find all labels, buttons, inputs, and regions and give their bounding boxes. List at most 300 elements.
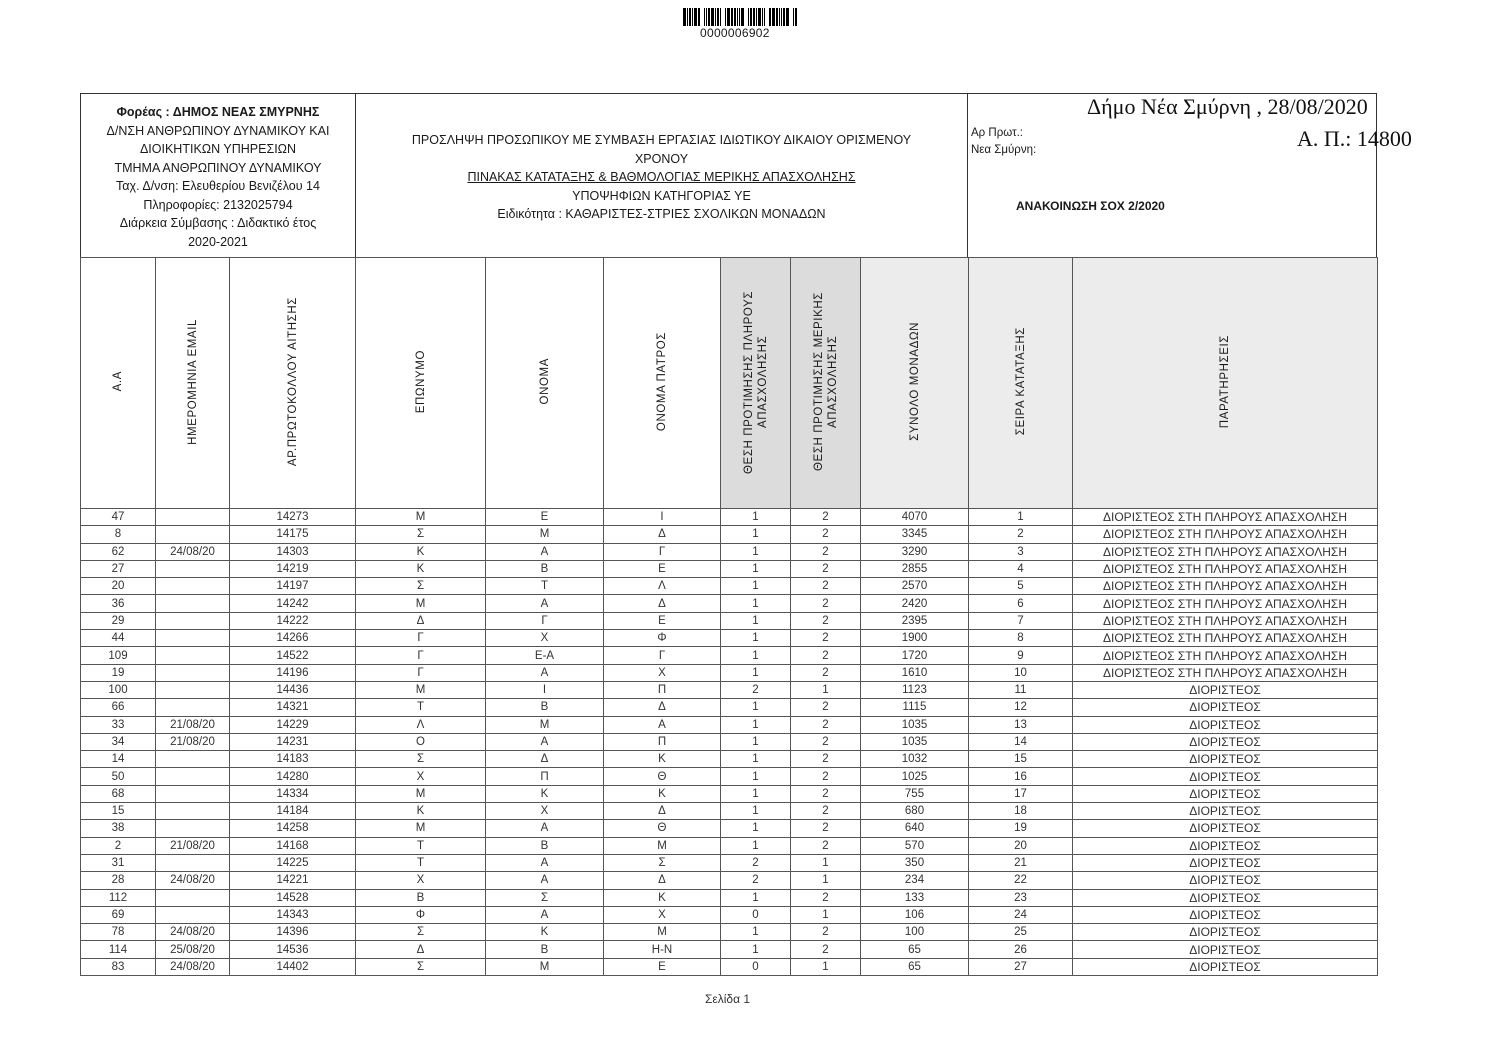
father-name-cell: Μ bbox=[604, 924, 721, 941]
aa-cell: 66 bbox=[81, 699, 156, 716]
father-name-cell: Χ bbox=[604, 906, 721, 923]
remarks-cell: ΔΙΟΡΙΣΤΕΟΣ ΣΤΗ ΠΛΗΡΟΥΣ ΑΠΑΣΧΟΛΗΣΗ bbox=[1073, 560, 1378, 577]
total-points-cell: 1115 bbox=[861, 699, 969, 716]
father-name-cell: Ι bbox=[604, 509, 721, 526]
full-time-preference-cell: 1 bbox=[721, 578, 791, 595]
name-cell: Κ bbox=[486, 924, 604, 941]
total-points-cell: 350 bbox=[861, 854, 969, 871]
part-time-preference-cell: 1 bbox=[791, 854, 861, 871]
full-time-preference-cell: 1 bbox=[721, 509, 791, 526]
aa-cell: 2 bbox=[81, 837, 156, 854]
protocol-number-cell: 14536 bbox=[230, 941, 356, 958]
table-body bbox=[81, 509, 1378, 976]
aa-cell: 15 bbox=[81, 803, 156, 820]
issuer-block bbox=[81, 94, 356, 257]
remarks-cell: ΔΙΟΡΙΣΤΕΟΣ ΣΤΗ ΠΛΗΡΟΥΣ ΑΠΑΣΧΟΛΗΣΗ bbox=[1073, 612, 1378, 629]
table-row bbox=[81, 526, 1378, 543]
column-header-label: ΘΕΣΗ ΠΡΟΤΙΜΗΣΗΣ ΠΛΗΡΟΥΣ ΑΠΑΣΧΟΛΗΣΗΣ bbox=[742, 289, 769, 474]
table-row bbox=[81, 560, 1378, 577]
full-time-preference-cell: 1 bbox=[721, 647, 791, 664]
part-time-preference-cell: 2 bbox=[791, 716, 861, 733]
full-time-preference-cell: 1 bbox=[721, 751, 791, 768]
father-name-cell: Δ bbox=[604, 699, 721, 716]
part-time-preference-cell: 2 bbox=[791, 526, 861, 543]
total-points-cell: 1123 bbox=[861, 681, 969, 698]
part-time-preference-cell: 2 bbox=[791, 543, 861, 560]
surname-cell: Τ bbox=[356, 699, 486, 716]
full-time-preference-cell: 1 bbox=[721, 768, 791, 785]
surname-cell: Λ bbox=[356, 716, 486, 733]
father-name-cell: Θ bbox=[604, 820, 721, 837]
protocol-number-cell: 14221 bbox=[230, 872, 356, 889]
part-time-preference-cell: 1 bbox=[791, 681, 861, 698]
remarks-cell: ΔΙΟΡΙΣΤΕΟΣ bbox=[1073, 768, 1378, 785]
aa-cell: 19 bbox=[81, 664, 156, 681]
full-time-preference-cell: 1 bbox=[721, 924, 791, 941]
remarks-cell: ΔΙΟΡΙΣΤΕΟΣ bbox=[1073, 820, 1378, 837]
father-name-cell: Μ bbox=[604, 837, 721, 854]
full-time-preference-cell: 1 bbox=[721, 630, 791, 647]
father-name-cell: Κ bbox=[604, 785, 721, 802]
name-cell: Τ bbox=[486, 578, 604, 595]
protocol-number-cell: 14258 bbox=[230, 820, 356, 837]
rank-cell: 25 bbox=[969, 924, 1073, 941]
surname-cell: Τ bbox=[356, 837, 486, 854]
remarks-cell: ΔΙΟΡΙΣΤΕΟΣ ΣΤΗ ΠΛΗΡΟΥΣ ΑΠΑΣΧΟΛΗΣΗ bbox=[1073, 664, 1378, 681]
name-cell: Μ bbox=[486, 716, 604, 733]
full-time-preference-cell: 1 bbox=[721, 785, 791, 802]
full-time-preference-cell: 1 bbox=[721, 699, 791, 716]
table-row bbox=[81, 699, 1378, 716]
aa-cell: 44 bbox=[81, 630, 156, 647]
total-points-cell: 3290 bbox=[861, 543, 969, 560]
page-number: Σελίδα 1 bbox=[705, 992, 751, 1006]
remarks-cell: ΔΙΟΡΙΣΤΕΟΣ bbox=[1073, 872, 1378, 889]
table-row bbox=[81, 837, 1378, 854]
document-title-block bbox=[356, 94, 968, 257]
remarks-cell: ΔΙΟΡΙΣΤΕΟΣ bbox=[1073, 958, 1378, 975]
surname-cell: Μ bbox=[356, 785, 486, 802]
name-cell: Α bbox=[486, 854, 604, 871]
surname-cell: Μ bbox=[356, 595, 486, 612]
part-time-preference-cell: 2 bbox=[791, 889, 861, 906]
surname-cell: Σ bbox=[356, 924, 486, 941]
surname-cell: Κ bbox=[356, 560, 486, 577]
aa-cell: 109 bbox=[81, 647, 156, 664]
col-surname-header bbox=[356, 258, 486, 509]
email-date-cell: 25/08/20 bbox=[156, 941, 230, 958]
aa-cell: 114 bbox=[81, 941, 156, 958]
father-name-cell: Η-Ν bbox=[604, 941, 721, 958]
name-cell: Β bbox=[486, 699, 604, 716]
name-cell: Α bbox=[486, 733, 604, 750]
col-part-time-pref-header bbox=[791, 258, 861, 509]
table-header-row bbox=[81, 258, 1378, 509]
aa-cell: 68 bbox=[81, 785, 156, 802]
announcement-label: ΑΝΑΚΟΙΝΩΣΗ ΣΟΧ 2/2020 bbox=[1016, 199, 1165, 213]
rank-cell: 17 bbox=[969, 785, 1073, 802]
rank-cell: 10 bbox=[969, 664, 1073, 681]
location-label: Νεα Σμύρνη: bbox=[971, 144, 1037, 156]
email-date-cell bbox=[156, 526, 230, 543]
surname-cell: Χ bbox=[356, 872, 486, 889]
full-time-preference-cell: 1 bbox=[721, 560, 791, 577]
email-date-cell bbox=[156, 630, 230, 647]
father-name-cell: Ε bbox=[604, 612, 721, 629]
email-date-cell bbox=[156, 578, 230, 595]
rank-cell: 24 bbox=[969, 906, 1073, 923]
total-points-cell: 1035 bbox=[861, 716, 969, 733]
name-cell: Μ bbox=[486, 526, 604, 543]
rank-cell: 16 bbox=[969, 768, 1073, 785]
table-row bbox=[81, 854, 1378, 871]
total-points-cell: 1900 bbox=[861, 630, 969, 647]
specialty: Ειδικότητα : ΚΑΘΑΡΙΣΤΕΣ-ΣΤΡΙΕΣ ΣΧΟΛΙΚΩΝ ΜΟΝΑΔΩΝ bbox=[497, 207, 826, 221]
candidate-category: ΥΠΟΨΗΦΙΩΝ ΚΑΤΗΓΟΡΙΑΣ ΥΕ bbox=[572, 188, 751, 203]
barcode bbox=[683, 8, 813, 26]
remarks-cell: ΔΙΟΡΙΣΤΕΟΣ ΣΤΗ ΠΛΗΡΟΥΣ ΑΠΑΣΧΟΛΗΣΗ bbox=[1073, 630, 1378, 647]
email-date-cell: 24/08/20 bbox=[156, 924, 230, 941]
total-points-cell: 106 bbox=[861, 906, 969, 923]
surname-cell: Σ bbox=[356, 958, 486, 975]
name-cell: Α bbox=[486, 872, 604, 889]
remarks-cell: ΔΙΟΡΙΣΤΕΟΣ bbox=[1073, 906, 1378, 923]
total-points-cell: 1610 bbox=[861, 664, 969, 681]
protocol-number-cell: 14303 bbox=[230, 543, 356, 560]
rank-cell: 13 bbox=[969, 716, 1073, 733]
full-time-preference-cell: 1 bbox=[721, 837, 791, 854]
protocol-number-cell: 14280 bbox=[230, 768, 356, 785]
full-time-preference-cell: 2 bbox=[721, 854, 791, 871]
table-row bbox=[81, 612, 1378, 629]
table-row bbox=[81, 578, 1378, 595]
email-date-cell bbox=[156, 820, 230, 837]
rank-cell: 11 bbox=[969, 681, 1073, 698]
name-cell: Α bbox=[486, 664, 604, 681]
email-date-cell bbox=[156, 768, 230, 785]
email-date-cell bbox=[156, 560, 230, 577]
table-title: ΠΙΝΑΚΑΣ ΚΑΤΑΤΑΞΗΣ & ΒΑΘΜΟΛΟΓΙΑΣ ΜΕΡΙΚΗΣ ΑΠΑΣΧΟΛΗΣΗΣ bbox=[467, 170, 856, 184]
name-cell: Α bbox=[486, 820, 604, 837]
col-full-time-pref-header bbox=[721, 258, 791, 509]
barcode-number: 0000006902 bbox=[700, 26, 770, 40]
part-time-preference-cell: 1 bbox=[791, 872, 861, 889]
aa-cell: 29 bbox=[81, 612, 156, 629]
total-points-cell: 640 bbox=[861, 820, 969, 837]
rank-cell: 5 bbox=[969, 578, 1073, 595]
table-row bbox=[81, 681, 1378, 698]
full-time-preference-cell: 1 bbox=[721, 595, 791, 612]
surname-cell: Σ bbox=[356, 751, 486, 768]
father-name-cell: Δ bbox=[604, 526, 721, 543]
aa-cell: 20 bbox=[81, 578, 156, 595]
part-time-preference-cell: 2 bbox=[791, 647, 861, 664]
full-time-preference-cell: 0 bbox=[721, 906, 791, 923]
aa-cell: 83 bbox=[81, 958, 156, 975]
total-points-cell: 100 bbox=[861, 924, 969, 941]
rank-cell: 20 bbox=[969, 837, 1073, 854]
email-date-cell bbox=[156, 595, 230, 612]
protocol-number-cell: 14222 bbox=[230, 612, 356, 629]
col-total-points-header bbox=[861, 258, 969, 509]
name-cell: Ε bbox=[486, 509, 604, 526]
table-row bbox=[81, 803, 1378, 820]
father-name-cell: Κ bbox=[604, 751, 721, 768]
surname-cell: Μ bbox=[356, 681, 486, 698]
remarks-cell: ΔΙΟΡΙΣΤΕΟΣ bbox=[1073, 699, 1378, 716]
surname-cell: Κ bbox=[356, 543, 486, 560]
surname-cell: Ο bbox=[356, 733, 486, 750]
surname-cell: Φ bbox=[356, 906, 486, 923]
part-time-preference-cell: 1 bbox=[791, 906, 861, 923]
issuer-title: Φορέας : ΔΗΜΟΣ ΝΕΑΣ ΣΜΥΡΝΗΣ bbox=[116, 105, 320, 119]
aa-cell: 33 bbox=[81, 716, 156, 733]
part-time-preference-cell: 2 bbox=[791, 751, 861, 768]
table-row bbox=[81, 768, 1378, 785]
surname-cell: Δ bbox=[356, 612, 486, 629]
protocol-number-cell: 14168 bbox=[230, 837, 356, 854]
name-cell: Ι bbox=[486, 681, 604, 698]
surname-cell: Β bbox=[356, 889, 486, 906]
part-time-preference-cell: 2 bbox=[791, 785, 861, 802]
protocol-number-cell: 14343 bbox=[230, 906, 356, 923]
column-header-label: ΟΝΟΜΑ bbox=[538, 358, 551, 405]
father-name-cell: Δ bbox=[604, 872, 721, 889]
email-date-cell bbox=[156, 751, 230, 768]
remarks-cell: ΔΙΟΡΙΣΤΕΟΣ bbox=[1073, 733, 1378, 750]
table-row bbox=[81, 785, 1378, 802]
email-date-cell bbox=[156, 509, 230, 526]
table-row bbox=[81, 595, 1378, 612]
protocol-number-cell: 14528 bbox=[230, 889, 356, 906]
rank-cell: 3 bbox=[969, 543, 1073, 560]
table-row bbox=[81, 872, 1378, 889]
protocol-labels bbox=[971, 125, 1036, 159]
name-cell: Β bbox=[486, 941, 604, 958]
name-cell: Σ bbox=[486, 889, 604, 906]
full-time-preference-cell: 1 bbox=[721, 941, 791, 958]
remarks-cell: ΔΙΟΡΙΣΤΕΟΣ bbox=[1073, 751, 1378, 768]
remarks-cell: ΔΙΟΡΙΣΤΕΟΣ bbox=[1073, 924, 1378, 941]
protocol-number-cell: 14402 bbox=[230, 958, 356, 975]
full-time-preference-cell: 1 bbox=[721, 733, 791, 750]
father-name-cell: Γ bbox=[604, 543, 721, 560]
aa-cell: 28 bbox=[81, 872, 156, 889]
email-date-cell bbox=[156, 647, 230, 664]
aa-cell: 62 bbox=[81, 543, 156, 560]
table-row bbox=[81, 906, 1378, 923]
ranking-table bbox=[80, 257, 1378, 976]
aa-cell: 38 bbox=[81, 820, 156, 837]
total-points-cell: 65 bbox=[861, 958, 969, 975]
issuer-directorate: Δ/ΝΣΗ ΑΝΘΡΩΠΙΝΟΥ ΔΥΝΑΜΙΚΟΥ ΚΑΙ bbox=[106, 123, 330, 138]
name-cell: Χ bbox=[486, 803, 604, 820]
part-time-preference-cell: 2 bbox=[791, 578, 861, 595]
column-header-label: ΘΕΣΗ ΠΡΟΤΙΜΗΣΗΣ ΜΕΡΙΚΗΣ ΑΠΑΣΧΟΛΗΣΗΣ bbox=[812, 292, 839, 471]
issuer-phone: Πληροφορίες: 2132025794 bbox=[143, 197, 293, 212]
protocol-number-cell: 14266 bbox=[230, 630, 356, 647]
email-date-cell bbox=[156, 854, 230, 871]
remarks-cell: ΔΙΟΡΙΣΤΕΟΣ bbox=[1073, 941, 1378, 958]
rank-cell: 21 bbox=[969, 854, 1073, 871]
father-name-cell: Κ bbox=[604, 889, 721, 906]
remarks-cell: ΔΙΟΡΙΣΤΕΟΣ bbox=[1073, 854, 1378, 871]
full-time-preference-cell: 1 bbox=[721, 889, 791, 906]
email-date-cell: 21/08/20 bbox=[156, 837, 230, 854]
part-time-preference-cell: 2 bbox=[791, 941, 861, 958]
col-remarks-header bbox=[1073, 258, 1378, 509]
email-date-cell bbox=[156, 699, 230, 716]
email-date-cell bbox=[156, 889, 230, 906]
aa-cell: 8 bbox=[81, 526, 156, 543]
father-name-cell: Π bbox=[604, 733, 721, 750]
table-row bbox=[81, 716, 1378, 733]
table-row bbox=[81, 751, 1378, 768]
column-header-label: ΟΝΟΜΑ ΠΑΤΡΟΣ bbox=[656, 331, 668, 432]
rank-cell: 26 bbox=[969, 941, 1073, 958]
table-row bbox=[81, 630, 1378, 647]
remarks-cell: ΔΙΟΡΙΣΤΕΟΣ bbox=[1073, 889, 1378, 906]
father-name-cell: Α bbox=[604, 716, 721, 733]
remarks-cell: ΔΙΟΡΙΣΤΕΟΣ bbox=[1073, 837, 1378, 854]
name-cell: Α bbox=[486, 906, 604, 923]
total-points-cell: 65 bbox=[861, 941, 969, 958]
full-time-preference-cell: 1 bbox=[721, 526, 791, 543]
column-header-label: ΗΜΕΡΟΜΗΝΙΑ EMAIL bbox=[186, 318, 199, 445]
rank-cell: 15 bbox=[969, 751, 1073, 768]
name-cell: Γ bbox=[486, 612, 604, 629]
column-header-label: ΠΑΡΑΤΗΡΗΣΕΙΣ bbox=[1219, 334, 1231, 429]
full-time-preference-cell: 1 bbox=[721, 543, 791, 560]
protocol-number-cell: 14231 bbox=[230, 733, 356, 750]
rank-cell: 18 bbox=[969, 803, 1073, 820]
column-header-label: ΕΠΩΝΥΜΟ bbox=[414, 349, 427, 414]
document-title-2: ΧΡΟΝΟΥ bbox=[634, 151, 689, 166]
aa-cell: 36 bbox=[81, 595, 156, 612]
aa-cell: 50 bbox=[81, 768, 156, 785]
rank-cell: 27 bbox=[969, 958, 1073, 975]
remarks-cell: ΔΙΟΡΙΣΤΕΟΣ ΣΤΗ ΠΛΗΡΟΥΣ ΑΠΑΣΧΟΛΗΣΗ bbox=[1073, 595, 1378, 612]
full-time-preference-cell: 2 bbox=[721, 681, 791, 698]
name-cell: Β bbox=[486, 560, 604, 577]
name-cell: Β bbox=[486, 837, 604, 854]
col-aa-header bbox=[81, 258, 156, 509]
stamp-protocol: Α. Π.: 14800 bbox=[1297, 126, 1412, 151]
aa-cell: 34 bbox=[81, 733, 156, 750]
aa-cell: 100 bbox=[81, 681, 156, 698]
father-name-cell: Θ bbox=[604, 768, 721, 785]
total-points-cell: 133 bbox=[861, 889, 969, 906]
table-row bbox=[81, 941, 1378, 958]
protocol-number-cell: 14522 bbox=[230, 647, 356, 664]
aa-cell: 78 bbox=[81, 924, 156, 941]
rank-cell: 4 bbox=[969, 560, 1073, 577]
protocol-number-cell: 14273 bbox=[230, 509, 356, 526]
full-time-preference-cell: 1 bbox=[721, 664, 791, 681]
column-header-label: ΣΥΝΟΛΟ ΜΟΝΑΔΩΝ bbox=[908, 322, 921, 441]
protocol-number-cell: 14229 bbox=[230, 716, 356, 733]
email-date-cell bbox=[156, 803, 230, 820]
total-points-cell: 1025 bbox=[861, 768, 969, 785]
father-name-cell: Φ bbox=[604, 630, 721, 647]
part-time-preference-cell: 2 bbox=[791, 664, 861, 681]
father-name-cell: Δ bbox=[604, 595, 721, 612]
part-time-preference-cell: 2 bbox=[791, 612, 861, 629]
column-header-label: ΑΡ.ΠΡΩΤΟΚΟΛΛΟΥ ΑΙΤΗΣΗΣ bbox=[286, 296, 299, 467]
protocol-number-label: Αρ Πρωτ.: bbox=[971, 127, 1024, 139]
issuer-directorate-2: ΔΙΟΙΚΗΤΙΚΩΝ ΥΠΗΡΕΣΙΩΝ bbox=[139, 142, 297, 156]
email-date-cell bbox=[156, 906, 230, 923]
part-time-preference-cell: 2 bbox=[791, 803, 861, 820]
table-row bbox=[81, 733, 1378, 750]
total-points-cell: 570 bbox=[861, 837, 969, 854]
total-points-cell: 1720 bbox=[861, 647, 969, 664]
surname-cell: Μ bbox=[356, 820, 486, 837]
part-time-preference-cell: 2 bbox=[791, 509, 861, 526]
father-name-cell: Ε bbox=[604, 958, 721, 975]
aa-cell: 112 bbox=[81, 889, 156, 906]
total-points-cell: 2570 bbox=[861, 578, 969, 595]
table-row bbox=[81, 889, 1378, 906]
rank-cell: 1 bbox=[969, 509, 1073, 526]
rank-cell: 19 bbox=[969, 820, 1073, 837]
table-row bbox=[81, 958, 1378, 975]
name-cell: Χ bbox=[486, 630, 604, 647]
part-time-preference-cell: 2 bbox=[791, 630, 861, 647]
surname-cell: Σ bbox=[356, 526, 486, 543]
total-points-cell: 4070 bbox=[861, 509, 969, 526]
name-cell: Κ bbox=[486, 785, 604, 802]
protocol-number-cell: 14184 bbox=[230, 803, 356, 820]
protocol-number-cell: 14321 bbox=[230, 699, 356, 716]
protocol-number-cell: 14436 bbox=[230, 681, 356, 698]
full-time-preference-cell: 1 bbox=[721, 612, 791, 629]
rank-cell: 2 bbox=[969, 526, 1073, 543]
father-name-cell: Δ bbox=[604, 803, 721, 820]
rank-cell: 8 bbox=[969, 630, 1073, 647]
remarks-cell: ΔΙΟΡΙΣΤΕΟΣ ΣΤΗ ΠΛΗΡΟΥΣ ΑΠΑΣΧΟΛΗΣΗ bbox=[1073, 543, 1378, 560]
aa-cell: 47 bbox=[81, 509, 156, 526]
stamp-date: Δήμο Νέα Σμύρνη , 28/08/2020 bbox=[1087, 94, 1368, 119]
column-header-label: Α.Α bbox=[112, 371, 124, 392]
column-header-label: ΣΕΙΡΑ ΚΑΤΑΤΑΞΗΣ bbox=[1014, 327, 1027, 436]
name-cell: Ε-Α bbox=[486, 647, 604, 664]
part-time-preference-cell: 2 bbox=[791, 733, 861, 750]
part-time-preference-cell: 2 bbox=[791, 837, 861, 854]
protocol-number-cell: 14183 bbox=[230, 751, 356, 768]
name-cell: Δ bbox=[486, 751, 604, 768]
father-name-cell: Ε bbox=[604, 560, 721, 577]
part-time-preference-cell: 2 bbox=[791, 595, 861, 612]
surname-cell: Μ bbox=[356, 509, 486, 526]
email-date-cell: 24/08/20 bbox=[156, 872, 230, 889]
aa-cell: 14 bbox=[81, 751, 156, 768]
part-time-preference-cell: 2 bbox=[791, 820, 861, 837]
surname-cell: Κ bbox=[356, 803, 486, 820]
total-points-cell: 2395 bbox=[861, 612, 969, 629]
part-time-preference-cell: 2 bbox=[791, 560, 861, 577]
surname-cell: Σ bbox=[356, 578, 486, 595]
email-date-cell: 21/08/20 bbox=[156, 716, 230, 733]
remarks-cell: ΔΙΟΡΙΣΤΕΟΣ bbox=[1073, 681, 1378, 698]
aa-cell: 69 bbox=[81, 906, 156, 923]
issuer-address: Ταχ. Δ/νση: Ελευθερίου Βενιζέλου 14 bbox=[116, 179, 320, 193]
part-time-preference-cell: 2 bbox=[791, 699, 861, 716]
surname-cell: Τ bbox=[356, 854, 486, 871]
total-points-cell: 2420 bbox=[861, 595, 969, 612]
surname-cell: Γ bbox=[356, 664, 486, 681]
rank-cell: 22 bbox=[969, 872, 1073, 889]
